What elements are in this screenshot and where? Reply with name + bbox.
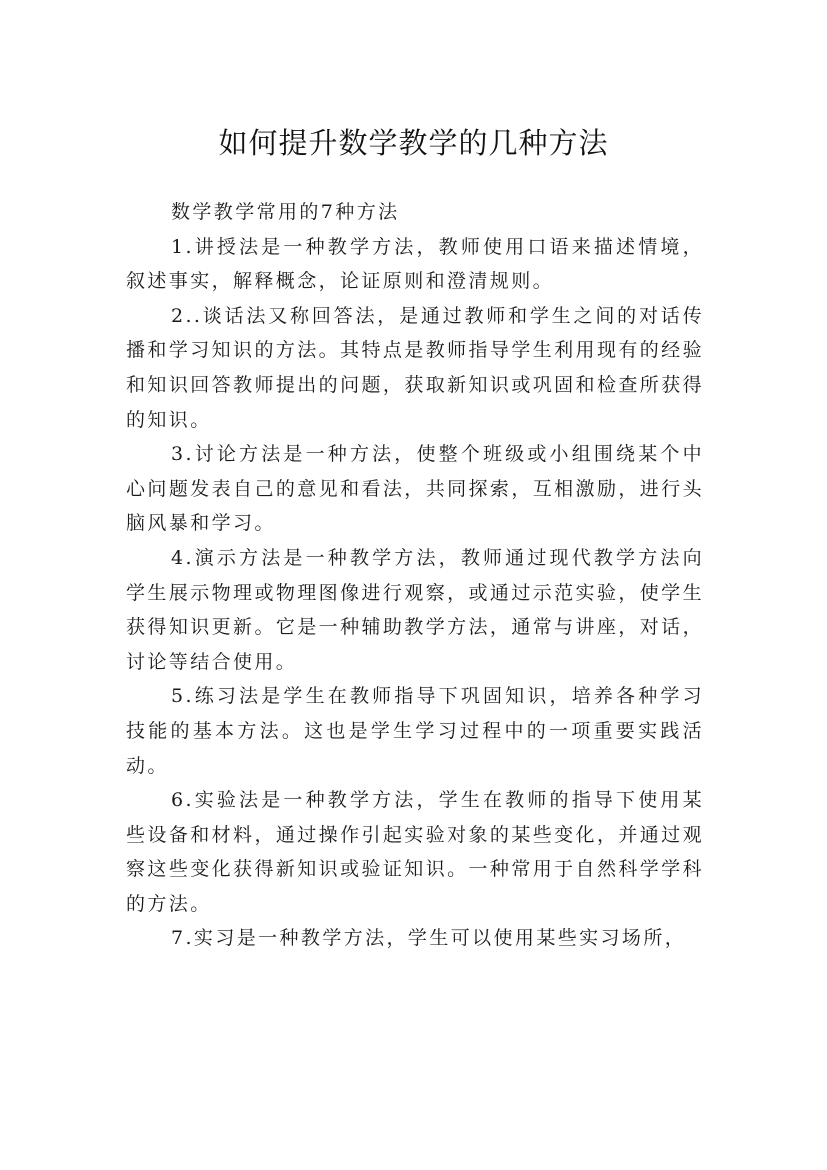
- document-body: [126, 195, 704, 956]
- paragraph-method-2: 2..谈话法又称回答法，是通过教师和学生之间的对话传播和学习知识的方法。其特点是教师指导学生利用现有的经验和知识回答教师提出的问题，获取新知识或巩固和检查所获得的知识。: [126, 304, 704, 431]
- paragraph-method-5: 5.练习法是学生在教师指导下巩固知识，培养各种学习技能的基本方法。这也是学生学习过程中的一项重要实践活动。: [126, 685, 704, 777]
- paragraph-method-4: 4.演示方法是一种教学方法，教师通过现代教学方法向学生展示物理或物理图像进行观察，或通过示范实验，使学生获得知识更新。它是一种辅助教学方法，通常与讲座，对话，讨论等结合使用。: [126, 546, 704, 673]
- paragraph-method-3: 3.讨论方法是一种方法，使整个班级或小组围绕某个中心问题发表自己的意见和看法，共同探索，互相激励，进行头脑风暴和学习。: [126, 443, 704, 535]
- paragraph-method-1: 1.讲授法是一种教学方法，教师使用口语来描述情境，叙述事实，解释概念，论证原则和澄清规则。: [126, 235, 704, 293]
- paragraph-method-7: 7.实习是一种教学方法，学生可以使用某些实习场所，: [171, 927, 687, 950]
- document-title: 如何提升数学教学的几种方法: [218, 126, 609, 161]
- paragraph-method-6: 6.实验法是一种教学方法，学生在教师的指导下使用某些设备和材料，通过操作引起实验对象的某些变化，并通过观察这些变化获得新知识或验证知识。一种常用于自然科学学科的方法。: [126, 789, 704, 915]
- paragraph-intro: 数学教学常用的7种方法: [171, 201, 400, 223]
